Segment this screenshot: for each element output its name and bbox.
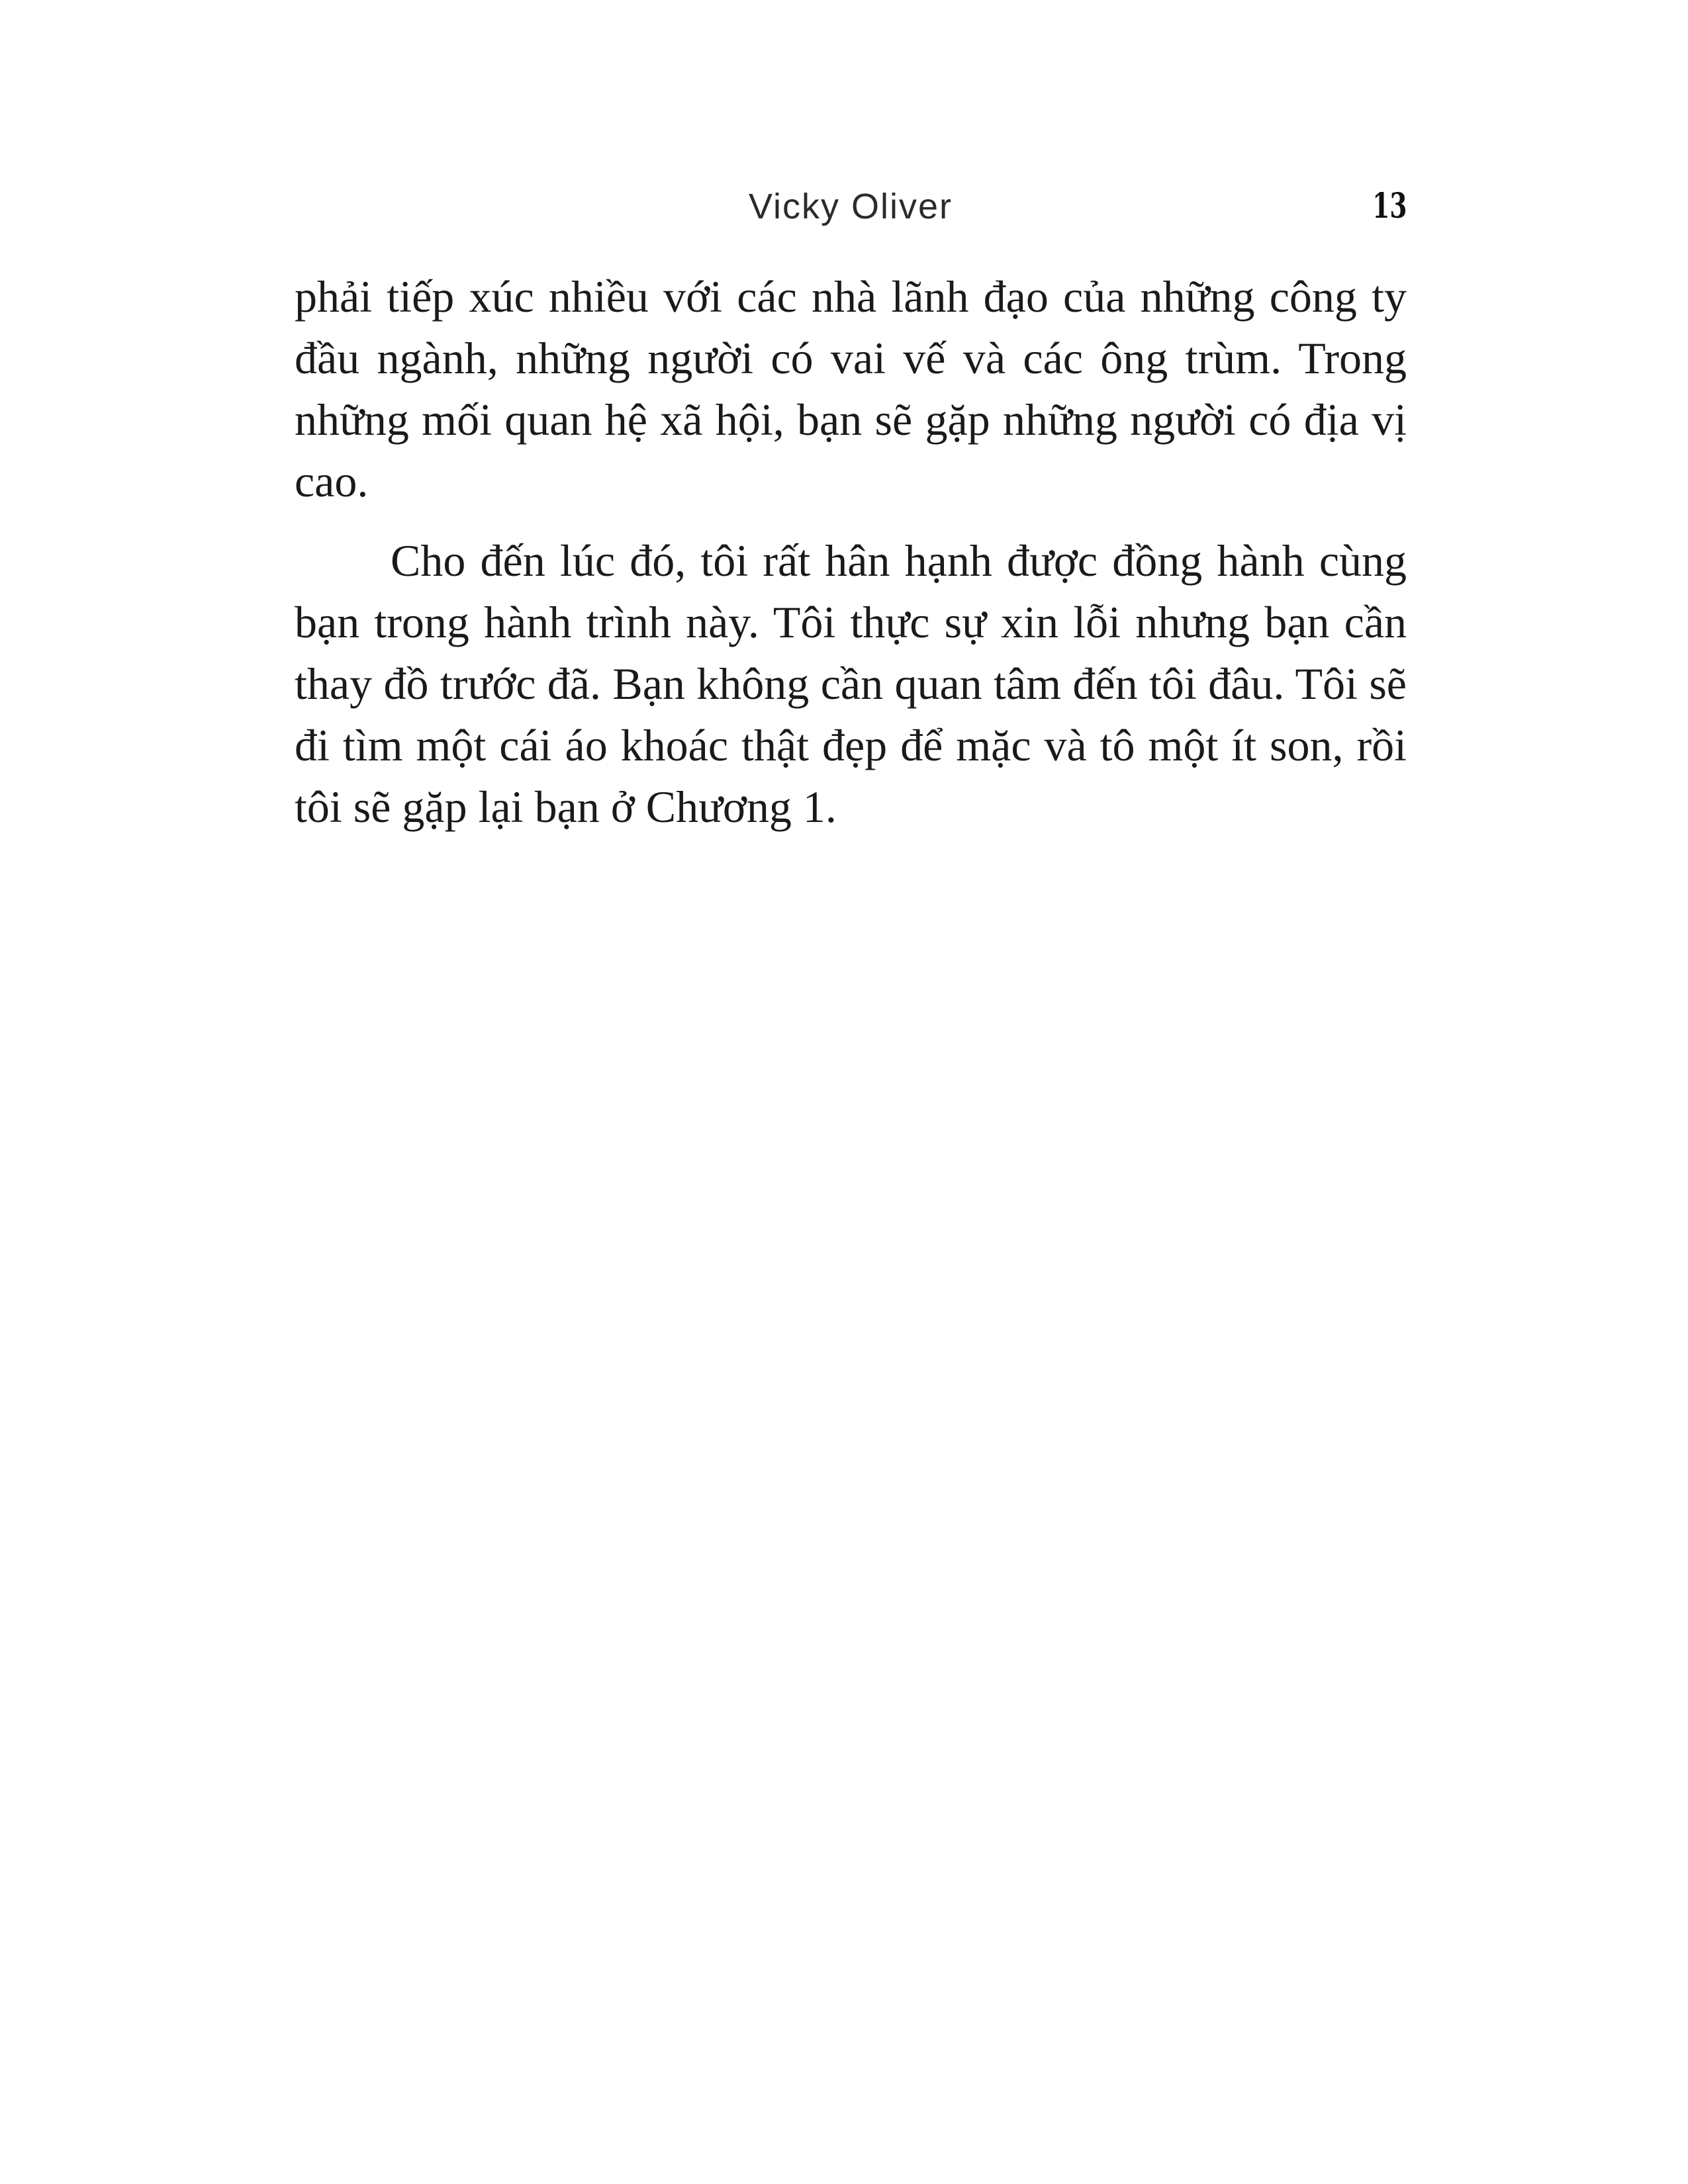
running-header: [295, 180, 1407, 233]
page-number: 13: [1372, 186, 1407, 226]
paragraph-continued: phải tiếp xúc nhiều với các nhà lãnh đạo của những công ty đầu ngành, những người có vai vế và các ông trùm. Trong những mối quan hệ xã hội, bạn sẽ gặp những người có địa vị cao.: [295, 271, 1407, 506]
running-header-author: Vicky Oliver: [748, 187, 953, 226]
body-text: [295, 266, 1407, 838]
paragraph: Cho đến lúc đó, tôi rất hân hạnh được đồng hành cùng bạn trong hành trình này. Tôi thực sự xin lỗi nhưng bạn cần thay đồ trước đã. Bạn không cần quan tâm đến tôi đâu. Tôi sẽ đi tìm một cái áo khoác thật đẹp để mặc và tô một ít son, rồi tôi sẽ gặp lại bạn ở Chương 1.: [295, 535, 1407, 832]
